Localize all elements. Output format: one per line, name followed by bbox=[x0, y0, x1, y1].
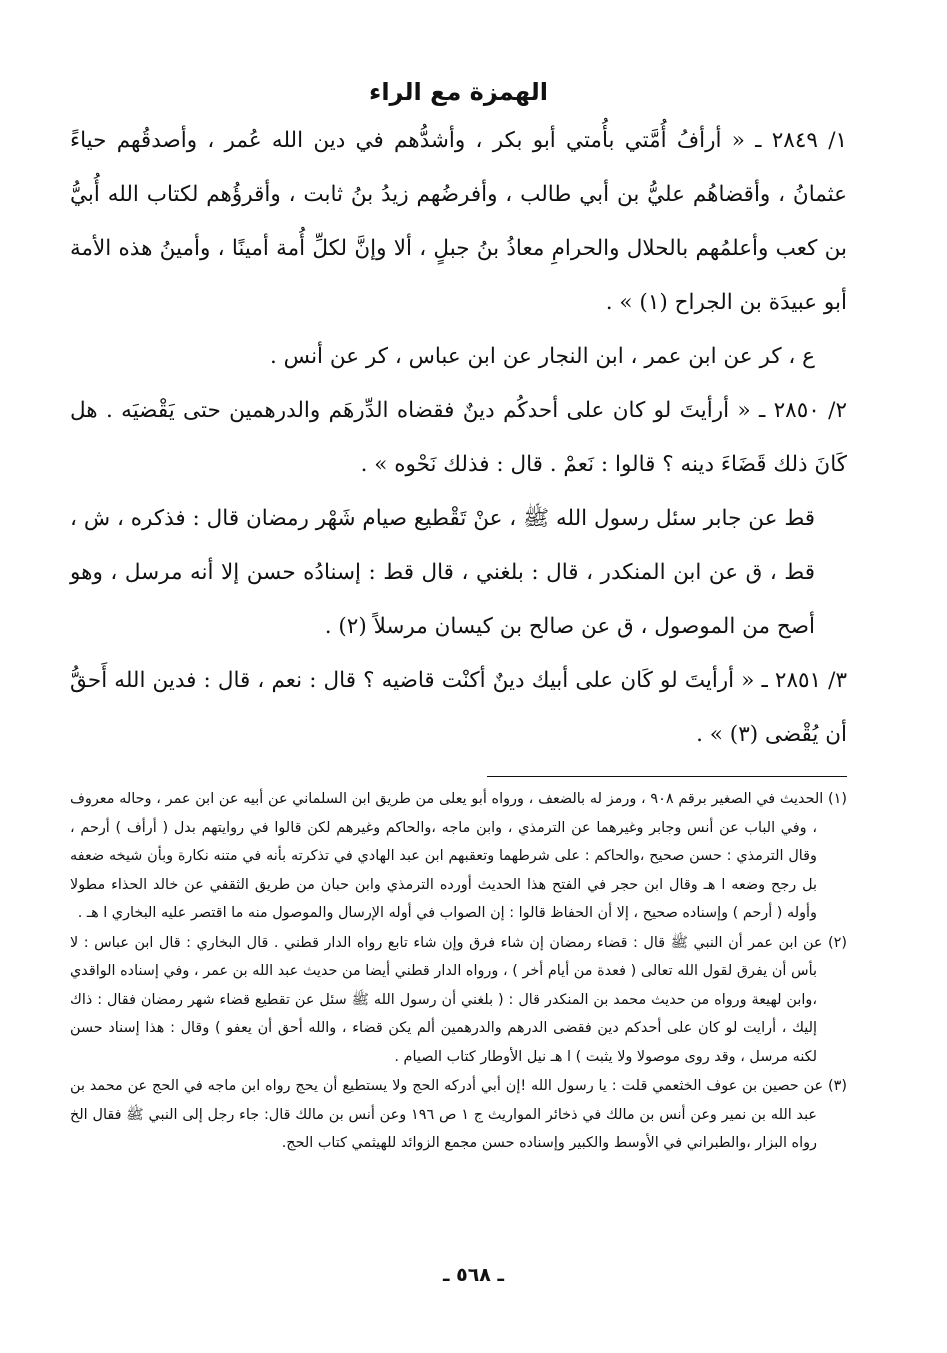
page-title: الهمزة مع الراء bbox=[369, 78, 548, 106]
footnote-1: (١) الحديث في الصغير برقم ٩٠٨ ، ورمز له بالضعف ، ورواه أبو يعلى من طريق ابن السلماني عن أبيه عن ابن عمر ، وحاله معروف ، وفي الباب عن أنس وجابر وغيرهما عن الترمذي ، وابن ماجه ،والحاكم وغيرهم لكن قالوا في روايتهم بدل ( أرأف ) أرحم ، وقال الترمذي : حسن صحيح ،والحاكم : على شرطهما وتعقبهم ابن عبد الهادي في تذكرته بأنه في متنه نكارة وبأن شيخه ضعفه بل رجح وضعه ا هـ وقال ابن حجر في الفتح هذا الحديث أورده الترمذي وابن حبان من طريق الثقفي عن خالد الحذاء مطولا وأوله ( أرحم ) وإسناده صحيح ، إلا أن الحفاظ قالوا : إن الصواب في أوله الإرسال والموصول منه ما اقتصر عليه البخاري ا هـ . bbox=[70, 791, 847, 921]
hadith-2850-text: ٢/ ٢٨٥٠ ـ « أرأيتَ لو كان على أحدكُم دينٌ فقضاه الدِّرهَم والدرهمين حتى يَقْضيَه . هل كَانَ ذلك قَضَاءَ دينه ؟ قالوا : نَعمْ . قال : فذلك نَحْوه » . bbox=[70, 398, 847, 477]
page-number: ـ ٥٦٨ ـ bbox=[442, 1264, 504, 1286]
page-body bbox=[70, 70, 847, 1353]
footnote-2: (٢) عن ابن عمر أن النبي ﷺ قال : قضاء رمضان إن شاء فرق وإن شاء تابع رواه الدار قطني . قال البخاري : قال ابن عباس : لا بأس أن يفرق لقول الله تعالى ( فعدة من أيام أخر ) ، ورواه الدار قطني أيضا من حديث عبد الله بن عمر ، وفي إسناده الواقدي ،وابن لهيعة ورواه من حديث محمد بن المنكدر قال : ( بلغني أن رسول الله ﷺ سئل عن تقطيع قضاء شهر رمضان فقال : ذاك إليك ، أرايت لو كان على أحدكم دين فقضى الدرهم والدرهمين ألم يكن قضاء ، والله أحق أن يعفو ) وقال : هذا إسناد حسن لكنه مرسل ، وقد روى موصولا ولا يثبت ) ا هـ نيل الأوطار كتاب الصيام . bbox=[70, 934, 847, 1065]
footnotes bbox=[70, 785, 847, 1158]
hadith-2850-sources: قط عن جابر سئل رسول الله ﷺ ، عنْ تَقْطيع صيام شَهْر رمضان قال : فذكره ، ش ، قط ، ق عن ابن المنكدر ، قال : بلغني ، قال قط : إسنادُه حسن إلا أنه مرسل ، وهو أصح من الموصول ، ق عن صالح بن كيسان مرسلاً (٢) . bbox=[70, 506, 815, 639]
main-text bbox=[70, 114, 847, 762]
footnote-divider bbox=[487, 776, 847, 777]
hadith-2849-text: ١/ ٢٨٤٩ ـ « أرأفُ أُمَّتي بأُمتي أبو بكر ، وأشدُّهم في دين الله عُمر ، وأصدقُهم حياءً عثمانُ ، وأقضاهُم عليُّ بن أبي طالب ، وأفرضُهم زيدُ بنُ ثابت ، وأقرؤُهم لكتاب الله أُبيُّ بن كعب وأعلمُهم بالحلال والحرامِ معاذُ بنُ جبلٍ ، ألا وإنَّ لكلِّ أُمة أمينًا ، وأمينُ هذه الأمة أبو عبيدَة بن الجراح (١) » . bbox=[70, 128, 847, 315]
footnote-3: (٣) عن حصين بن عوف الخثعمي قلت : يا رسول الله !إن أبي أدركه الحج ولا يستطيع أن يحج رواه ابن ماجه في الحج عن محمد بن عبد الله بن نمير وعن أنس بن مالك في ذخائر المواريث ج ١ ص ١٩٦ وعن أنس بن مالك قال: جاء رجل إلى النبي ﷺ فقال الخ رواه البزار ،والطبراني في الأوسط والكبير وإسناده حسن مجمع الزوائد للهيثمي كتاب الحج. bbox=[70, 1078, 847, 1151]
hadith-2849-sources: ع ، كر عن ابن عمر ، ابن النجار عن ابن عباس ، كر عن أنس . bbox=[269, 344, 815, 369]
hadith-2851-text: ٣/ ٢٨٥١ ـ « أرأيتَ لو كَان على أبيك دينٌ أكنْت قاضيه ؟ قال : نعم ، قال : فدين الله أَحقُّ أن يُقْضى (٣) » . bbox=[70, 668, 847, 747]
